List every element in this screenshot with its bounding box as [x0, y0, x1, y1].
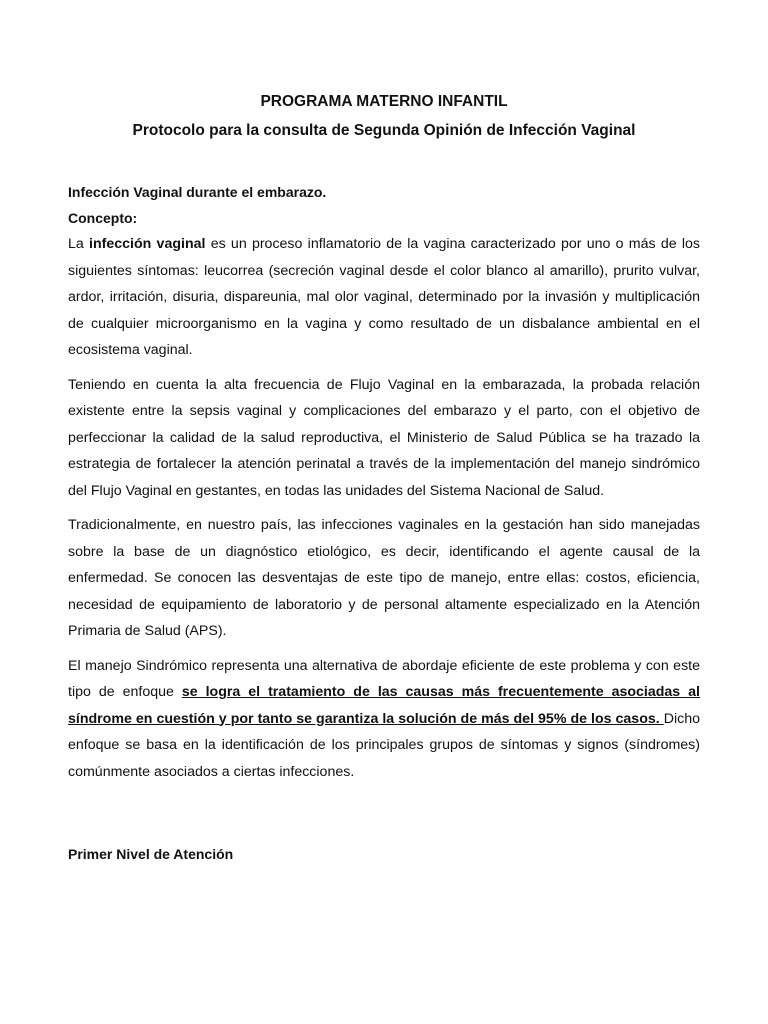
section-heading-primer-nivel: Primer Nivel de Atención [68, 846, 234, 862]
paragraph-concepto-pre: La [68, 236, 90, 252]
document-page [68, 90, 700, 881]
paragraph-manejo-emphasis: se logra el tratamiento de las causas más frecuentemente asociadas al síndrome en cuestión y por tanto se garantiza la solución de más del 95% de los casos. [68, 684, 701, 727]
document-subtitle: Protocolo para la consulta de Segunda Opinión de Infección Vaginal [132, 122, 636, 139]
paragraph-concepto-post: es un proceso inflamatorio de la vagina caracterizado por uno o más de los siguientes síntomas: leucorrea (secreción vaginal desde el color blanco al amarillo), prurito vulvar, ardor, irritación, disuria, dispareunia, mal olor vaginal, determinado por la invasión y multiplicación de cualquier microorganismo en la vagina y como resultado de un disbalance ambiental en el ecosistema vaginal. [68, 236, 701, 358]
paragraph-concepto [68, 231, 700, 364]
paragraph-frecuencia: Teniendo en cuenta la alta frecuencia de Flujo Vaginal en la embarazada, la probada relación existente entre la sepsis vaginal y complicaciones del embarazo y el parto, con el objetivo de perfeccionar la calidad de la salud reproductiva, el Ministerio de Salud Pública se ha trazado la estrategia de fortalecer la atención perinatal a través de la implementación del manejo sindrómico del Flujo Vaginal en gestantes, en todas las unidades del Sistema Nacional de Salud. [68, 376, 700, 499]
paragraph-manejo-pre: El manejo Sindrómico representa una alternativa de abordaje eficiente de este problema y con este tipo de enfoque [68, 657, 700, 700]
section-heading-infeccion: Infección Vaginal durante el embarazo. [68, 184, 327, 200]
paragraph-tradicionalmente: Tradicionalmente, en nuestro país, las infecciones vaginales en la gestación han sido manejadas sobre la base de un diagnóstico etiológico, es decir, identificando el agente causal de la enfermedad. Se conocen las desventajas de este tipo de manejo, entre ellas: costos, eficiencia, necesidad de equipamiento de laboratorio y de personal altamente especializado en la Atención Primaria de Salud (APS). [68, 517, 700, 639]
paragraph-manejo-post: Dicho enfoque se basa en la identificación de los principales grupos de síntomas y signos (síndromes) comúnmente asociados a ciertas infecciones. [68, 710, 700, 780]
section-heading-concepto: Concepto: [68, 210, 138, 226]
document-title: PROGRAMA MATERNO INFANTIL [260, 93, 508, 110]
paragraph-concepto-bold: infección vaginal [89, 236, 206, 252]
paragraph-manejo-sindromico [68, 653, 700, 786]
